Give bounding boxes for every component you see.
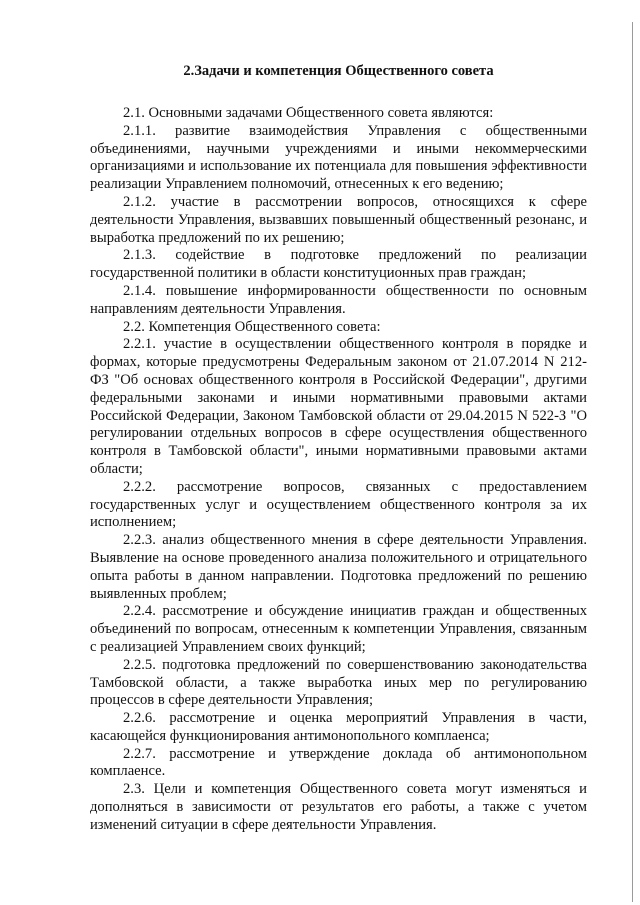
paragraph-2-2-7: 2.2.7. рассмотрение и утверждение доклада об антимонопольном комплаенсе. xyxy=(90,745,587,780)
paragraph-2-2-5: 2.2.5. подготовка предложений по совершенствованию законодательства Тамбовской области, а также выработка иных мер по регулированию процессов в сфере деятельности Управления; xyxy=(90,656,587,709)
paragraph-2-1-1: 2.1.1. развитие взаимодействия Управления с общественными объединениями, научными учреждениями и иными некоммерческими организациями и использование их потенциала для повышения эффективности реализации Управлением полномочий, отнесенных к его ведению; xyxy=(90,122,587,193)
page-edge-line xyxy=(632,22,633,902)
paragraph-2-2-6: 2.2.6. рассмотрение и оценка мероприятий Управления в части, касающейся функционирования антимонопольного комплаенса; xyxy=(90,710,587,744)
paragraph-2-1-3: 2.1.3. содействие в подготовке предложений по реализации государственной политики в области конституционных прав граждан; xyxy=(90,247,587,282)
paragraph-2-2: 2.2. Компетенция Общественного совета: xyxy=(123,318,381,335)
document-body xyxy=(90,62,587,835)
paragraph-2-3: 2.3. Цели и компетенция Общественного совета могут изменяться и дополняться в зависимости от результатов его работы, а также с учетом изменений ситуации в сфере деятельности Управления. xyxy=(90,781,587,833)
paragraph-2-2-3: 2.2.3. анализ общественного мнения в сфере деятельности Управления. Выявление на основе проведенного анализа положительного и отрицательного опыта работы в данном направлении. Подготовка предложений по решению выявленных проблем; xyxy=(90,532,587,602)
paragraph-2-2-2: 2.2.2. рассмотрение вопросов, связанных с предоставлением государственных услуг и осуществлением общественного контроля за их исполнением; xyxy=(90,478,587,531)
section-title: 2.Задачи и компетенция Общественного совета xyxy=(183,63,494,79)
paragraph-2-1-2: 2.1.2. участие в рассмотрении вопросов, относящихся к сфере деятельности Управления, вызвавших повышенный общественный резонанс, и выработка предложений по их решению; xyxy=(90,193,587,246)
paragraph-2-2-1: 2.2.1. участие в осуществлении общественного контроля в порядке и формах, которые предусмотрены Федеральным законом от 21.07.2014 N 212-ФЗ "Об основах общественного контроля в Российской Федерации", другими федеральными законами и иными нормативными правовыми актами Российской Федерации, Законом Тамбовской области от 29.04.2015 N 522-З "О регулировании отдельных вопросов в сфере осуществления общественного контроля в Тамбовской области", иными нормативными правовыми актами области; xyxy=(90,336,587,477)
paragraph-2-2-4: 2.2.4. рассмотрение и обсуждение инициатив граждан и общественных объединений по вопросам, отнесенным к компетенции Управления, связанным с реализацией Управлением своих функций; xyxy=(90,603,587,655)
paragraph-2-1-4: 2.1.4. повышение информированности общественности по основным направлениям деятельности Управления. xyxy=(90,282,587,317)
paragraph-2-1: 2.1. Основными задачами Общественного совета являются: xyxy=(123,105,494,121)
